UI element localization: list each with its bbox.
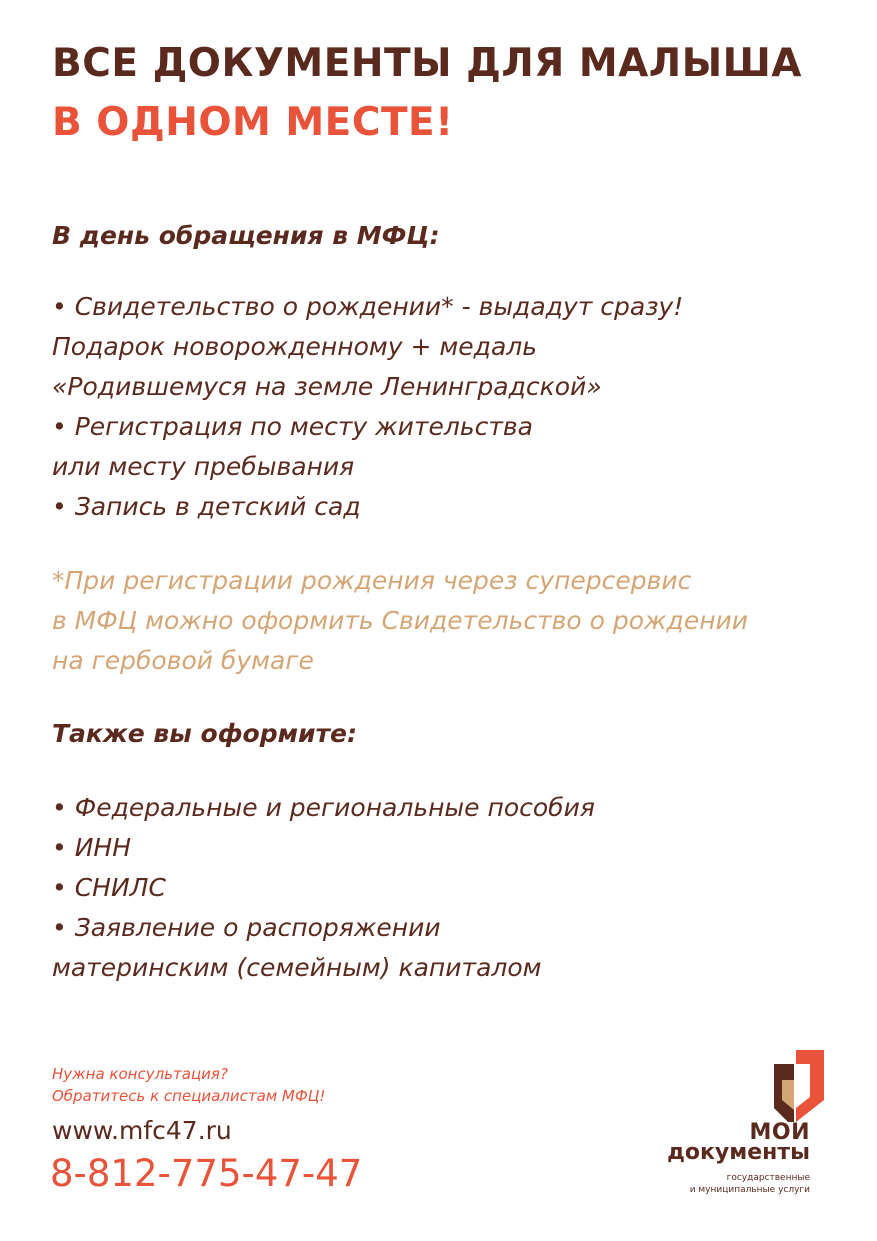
phone-number[interactable]: 8-812-775-47-47: [50, 1152, 363, 1195]
list-item: • Федеральные и региональные пособия: [52, 793, 595, 822]
logo-subtitle-2: и муниципальные услуги: [689, 1185, 810, 1195]
section-also: [52, 714, 357, 754]
logo-moi-text: МОИ: [749, 1120, 810, 1145]
consultation-call-to-action: Обратитесь к специалистам МФЦ!: [52, 1087, 326, 1105]
page-title: ВСЕ ДОКУМЕНТЫ ДЛЯ МАЛЫША: [52, 41, 802, 86]
list-item: • Запись в детский сад: [52, 492, 361, 521]
section-also-list: [52, 788, 595, 988]
list-item: или месту пребывания: [52, 452, 355, 481]
website-link[interactable]: www.mfc47.ru: [52, 1116, 232, 1145]
list-item: • ИНН: [52, 833, 131, 862]
list-item: «Родившемуся на земле Ленинградской»: [52, 372, 602, 401]
list-item: • Свидетельство о рождении* - выдадут сразу!: [52, 292, 684, 321]
list-item: • Регистрация по месту жительства: [52, 412, 533, 441]
moi-dokumenty-logo: [620, 1050, 810, 1210]
page-subtitle: В ОДНОМ МЕСТЕ!: [52, 100, 454, 145]
footnote-line: *При регистрации рождения через суперсервис: [52, 566, 692, 595]
section-heading: В день обращения в МФЦ:: [52, 221, 440, 250]
consultation-prompt: [52, 1063, 325, 1107]
section-heading: Также вы оформите:: [52, 719, 358, 748]
footnote: [52, 561, 748, 681]
logo-mark-icon: [774, 1050, 824, 1122]
section-day-of-visit-list: [52, 287, 683, 527]
consultation-question: Нужна консультация?: [52, 1065, 228, 1083]
logo-documents-text: документы: [667, 1140, 810, 1165]
section-day-of-visit: [52, 216, 440, 256]
list-item: Подарок новорожденному + медаль: [52, 332, 537, 361]
footnote-line: в МФЦ можно оформить Свидетельство о рождении: [52, 606, 749, 635]
list-item: материнским (семейным) капиталом: [52, 953, 542, 982]
list-item: • Заявление о распоряжении: [52, 913, 441, 942]
logo-subtitle-1: государственные: [726, 1173, 810, 1183]
footnote-line: на гербовой бумаге: [52, 646, 314, 675]
list-item: • СНИЛС: [52, 873, 166, 902]
